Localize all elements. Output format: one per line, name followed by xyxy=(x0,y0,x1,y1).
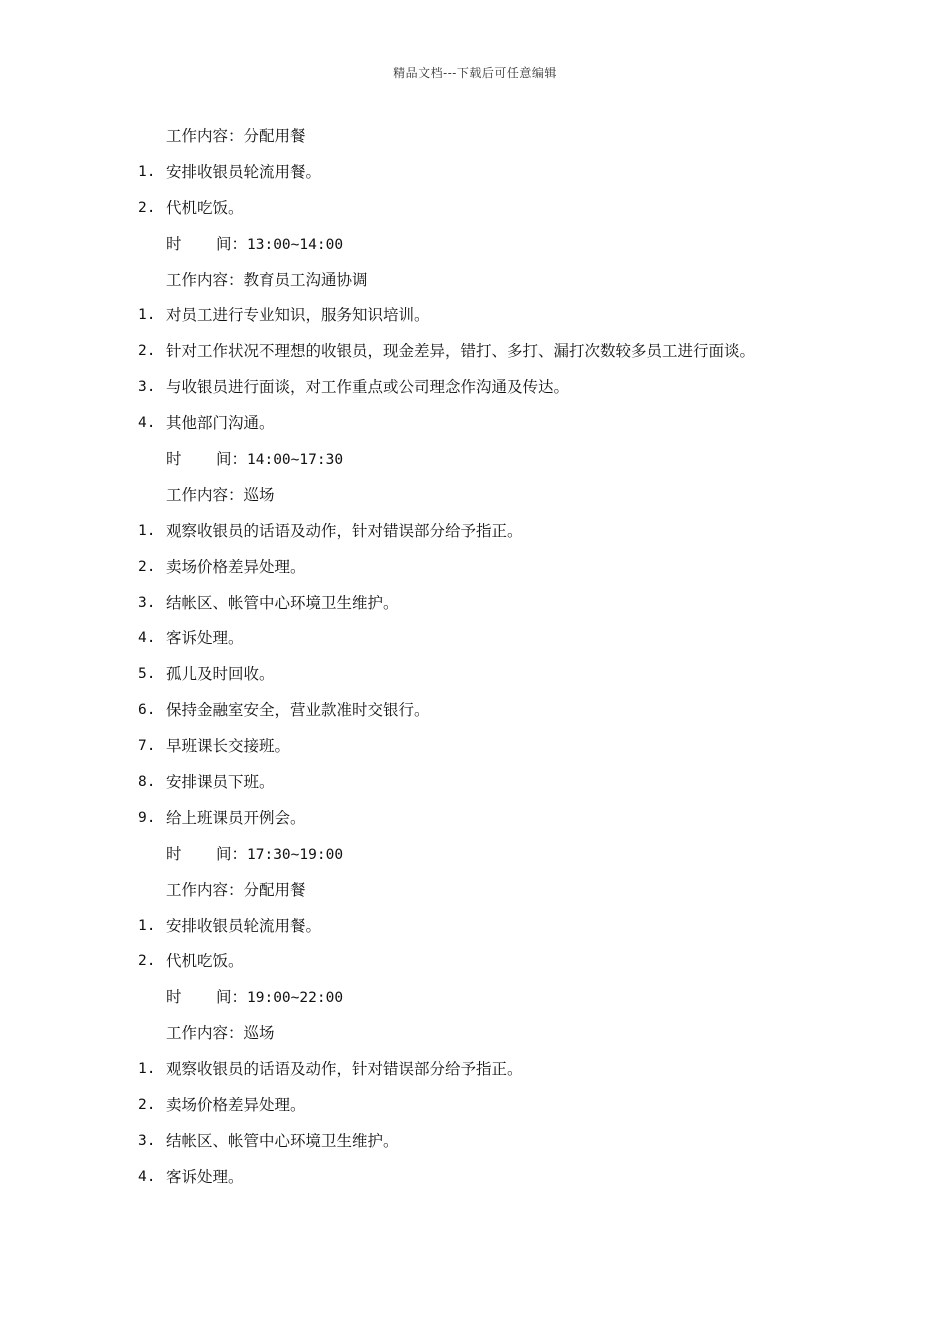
list-item xyxy=(0,557,950,593)
list-item xyxy=(0,593,950,629)
time-label: 时 xyxy=(166,450,182,469)
list-item xyxy=(0,377,950,413)
list-item-text: 代机吃饭。 xyxy=(166,952,244,971)
time-line-text xyxy=(166,234,343,255)
list-item-number: 2. xyxy=(138,199,156,216)
time-value: 13:00~14:00 xyxy=(247,236,344,253)
list-item-number: 1. xyxy=(138,307,156,324)
list-item xyxy=(0,664,950,700)
list-item xyxy=(0,700,950,736)
list-item-text: 早班课长交接班。 xyxy=(166,737,291,756)
section-heading xyxy=(0,485,950,521)
list-item-text: 安排收银员轮流用餐。 xyxy=(166,162,322,181)
list-item xyxy=(0,772,950,808)
time-label-colon: 间： xyxy=(216,450,248,469)
list-item xyxy=(0,413,950,449)
list-item xyxy=(0,341,950,377)
section-heading-text: 工作内容：分配用餐 xyxy=(166,880,306,899)
list-item xyxy=(0,305,950,341)
list-item-number: 1. xyxy=(138,522,156,539)
list-item-text: 观察收银员的话语及动作，针对错误部分给予指正。 xyxy=(166,521,523,540)
list-item-number: 8. xyxy=(138,774,156,791)
section-heading-text: 工作内容：巡场 xyxy=(166,1024,275,1043)
list-item-text: 结帐区、帐管中心环境卫生维护。 xyxy=(166,1131,399,1150)
list-item-text: 保持金融室安全，营业款准时交银行。 xyxy=(166,701,430,720)
list-item-number: 3. xyxy=(138,594,156,611)
section-heading xyxy=(0,1023,950,1059)
list-item-text: 客诉处理。 xyxy=(166,629,244,648)
time-value: 14:00~17:30 xyxy=(247,452,344,469)
list-item-text: 其他部门沟通。 xyxy=(166,414,275,433)
list-item-number: 3. xyxy=(138,1132,156,1149)
list-item-number: 4. xyxy=(138,630,156,647)
list-item xyxy=(0,736,950,772)
list-item-number: 1. xyxy=(138,917,156,934)
time-line-text xyxy=(166,987,343,1008)
list-item xyxy=(0,951,950,987)
section-heading xyxy=(0,880,950,916)
list-item-number: 2. xyxy=(138,343,156,360)
list-item xyxy=(0,628,950,664)
list-item xyxy=(0,808,950,844)
list-item-number: 1. xyxy=(138,1061,156,1078)
time-label: 时 xyxy=(166,988,182,1007)
list-item-text: 对员工进行专业知识，服务知识培训。 xyxy=(166,306,430,325)
list-item xyxy=(0,1131,950,1167)
list-item xyxy=(0,162,950,198)
time-label-colon: 间： xyxy=(216,844,248,863)
section-heading-text: 工作内容：分配用餐 xyxy=(166,127,306,145)
section-heading xyxy=(0,270,950,306)
list-item-number: 5. xyxy=(138,666,156,683)
list-item xyxy=(0,916,950,952)
time-line-text xyxy=(166,449,343,470)
section-heading-text: 工作内容：教育员工沟通协调 xyxy=(166,270,368,289)
list-item xyxy=(0,198,950,234)
time-line xyxy=(0,234,950,270)
list-item-number: 4. xyxy=(138,1168,156,1185)
list-item-number: 1. xyxy=(138,163,156,180)
list-item-number: 9. xyxy=(138,809,156,826)
list-item-text: 卖场价格差异处理。 xyxy=(166,557,306,576)
list-item-text: 给上班课员开例会。 xyxy=(166,808,306,827)
list-item xyxy=(0,1095,950,1131)
list-item xyxy=(0,521,950,557)
time-line xyxy=(0,449,950,485)
list-item-text: 安排课员下班。 xyxy=(166,773,275,792)
time-line xyxy=(0,844,950,880)
list-item-text: 与收银员进行面谈，对工作重点或公司理念作沟通及传达。 xyxy=(166,378,570,397)
list-item-number: 2. xyxy=(138,1097,156,1114)
list-item-number: 2. xyxy=(138,953,156,970)
time-value: 17:30~19:00 xyxy=(247,846,344,863)
document-body xyxy=(0,126,950,1203)
list-item-text: 客诉处理。 xyxy=(166,1167,244,1186)
list-item-text: 针对工作状况不理想的收银员，现金差异，错打、多打、漏打次数较多员工进行面谈。 xyxy=(166,342,756,361)
list-item xyxy=(0,1059,950,1095)
list-item-number: 2. xyxy=(138,558,156,575)
list-item-text: 结帐区、帐管中心环境卫生维护。 xyxy=(166,593,399,612)
time-line-text xyxy=(166,844,343,865)
time-value: 19:00~22:00 xyxy=(247,990,344,1007)
list-item-number: 4. xyxy=(138,415,156,432)
list-item-text: 孤儿及时回收。 xyxy=(166,665,275,684)
section-heading-text: 工作内容：巡场 xyxy=(166,485,275,504)
list-item-text: 代机吃饭。 xyxy=(166,198,244,217)
list-item-number: 3. xyxy=(138,379,156,396)
list-item-text: 卖场价格差异处理。 xyxy=(166,1096,306,1115)
list-item-text: 观察收银员的话语及动作，针对错误部分给予指正。 xyxy=(166,1060,523,1079)
time-label: 时 xyxy=(166,234,182,253)
time-label-colon: 间： xyxy=(216,988,248,1007)
list-item-number: 6. xyxy=(138,702,156,719)
list-item-text: 安排收银员轮流用餐。 xyxy=(166,916,322,935)
page-header: 精品文档---下载后可任意编辑 xyxy=(393,66,557,80)
time-line xyxy=(0,987,950,1023)
list-item xyxy=(0,1167,950,1203)
time-label-colon: 间： xyxy=(216,234,248,253)
list-item-number: 7. xyxy=(138,738,156,755)
time-label: 时 xyxy=(166,844,182,863)
section-heading xyxy=(0,126,950,162)
